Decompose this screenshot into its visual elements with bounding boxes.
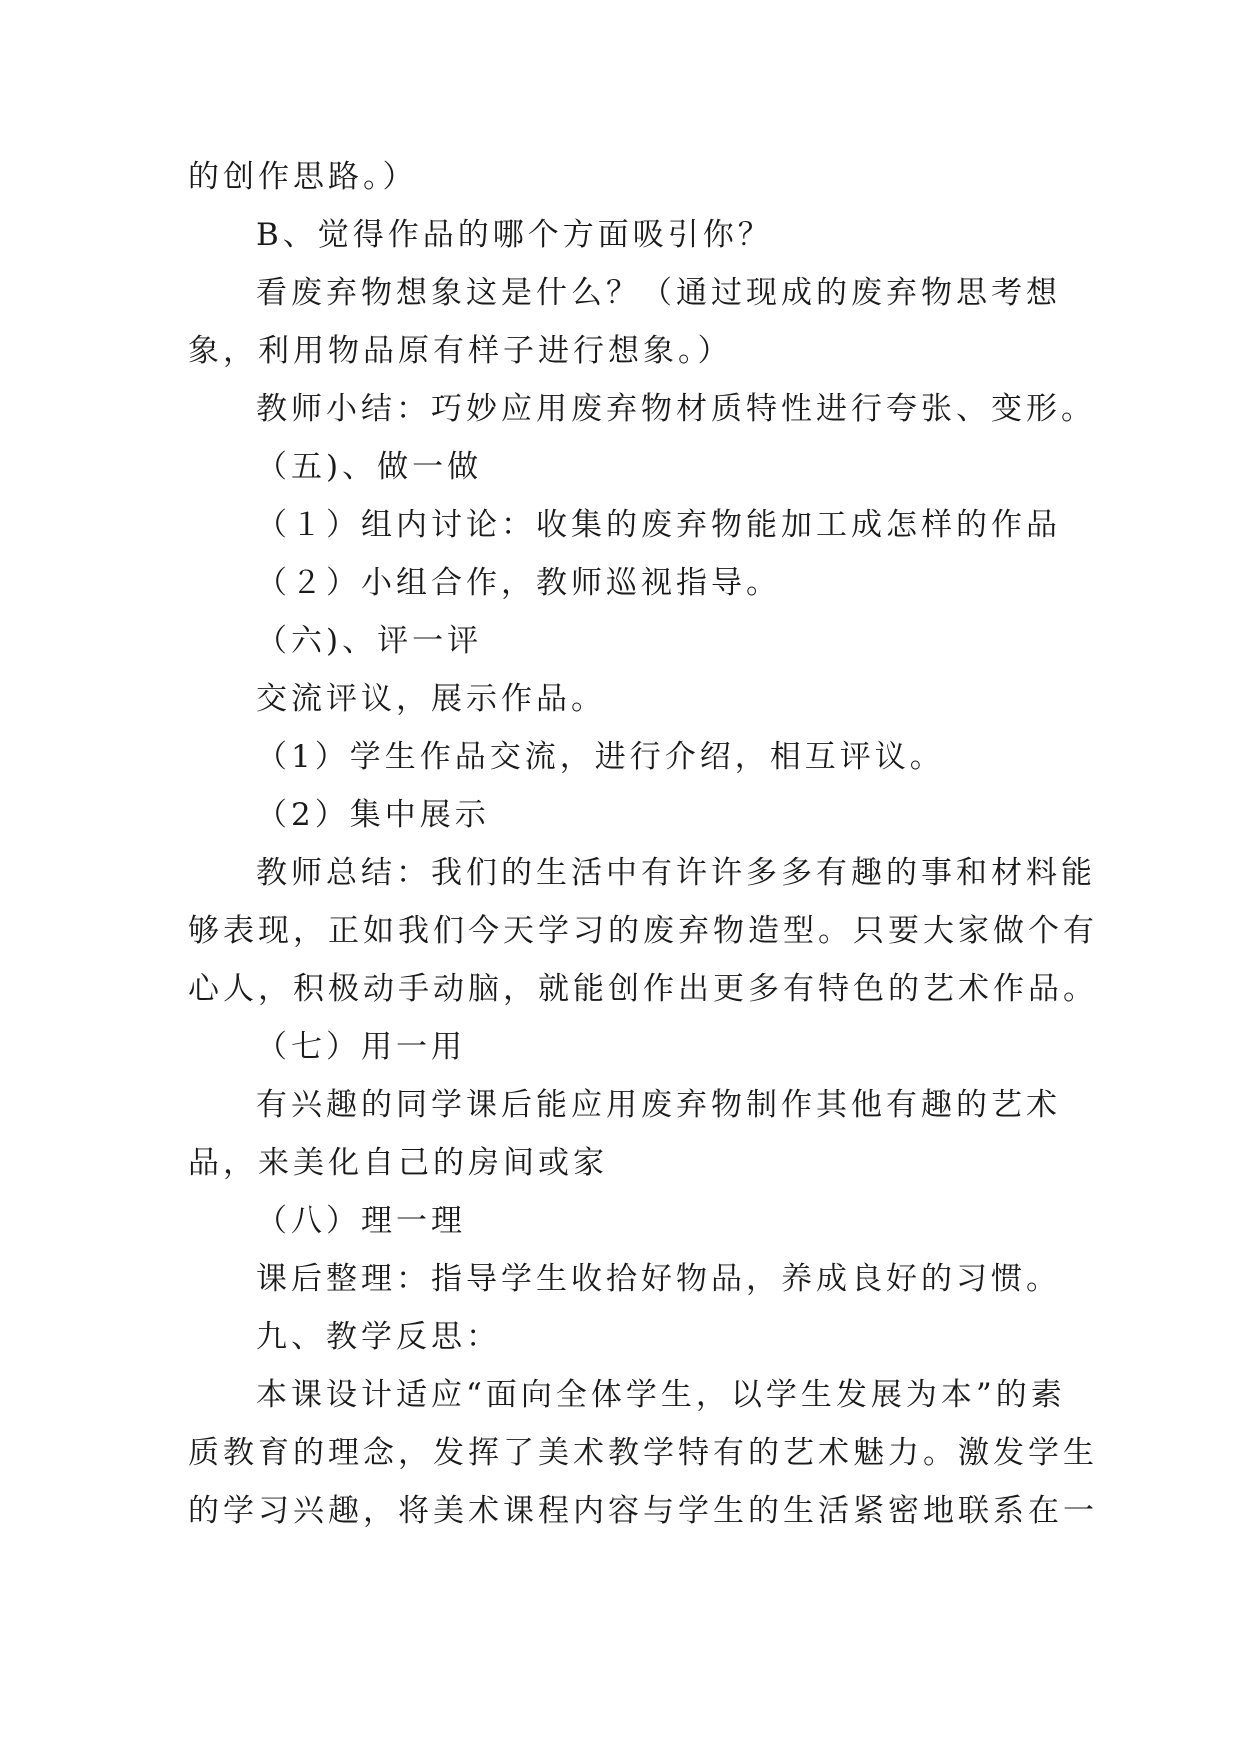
text-line: 品，来美化自己的房间或家 bbox=[188, 1145, 608, 1181]
text-line: 交流评议，展示作品。 bbox=[256, 681, 606, 717]
text-line: 教师总结：我们的生活中有许许多多有趣的事和材料能 bbox=[256, 855, 1096, 891]
text-line: 看废弃物想象这是什么？（通过现成的废弃物思考想 bbox=[256, 275, 1061, 311]
section-heading: （八）理一理 bbox=[256, 1203, 466, 1239]
text-line: （1）学生作品交流，进行介绍，相互评议。 bbox=[256, 739, 945, 775]
text-line: 的创作思路。） bbox=[188, 159, 418, 195]
text-line: （2）集中展示 bbox=[256, 797, 490, 833]
text-line: 课后整理：指导学生收拾好物品，养成良好的习惯。 bbox=[256, 1261, 1061, 1297]
text-line: 教师小结：巧妙应用废弃物材质特性进行夸张、变形。 bbox=[256, 391, 1096, 427]
text-line: 的学习兴趣，将美术课程内容与学生的生活紧密地联系在一 bbox=[188, 1493, 1098, 1529]
text-line: 有兴趣的同学课后能应用废弃物制作其他有趣的艺术 bbox=[256, 1087, 1061, 1123]
section-heading: （五)、做一做 bbox=[256, 449, 483, 485]
text-line: （１）组内讨论：收集的废弃物能加工成怎样的作品 bbox=[256, 507, 1061, 543]
section-heading: （六)、评一评 bbox=[256, 623, 483, 659]
text-line: B、觉得作品的哪个方面吸引你？ bbox=[256, 217, 773, 253]
text-line: 心人，积极动手动脑，就能创作出更多有特色的艺术作品。 bbox=[188, 971, 1098, 1007]
text-line: 够表现，正如我们今天学习的废弃物造型。只要大家做个有 bbox=[188, 913, 1098, 949]
section-heading: 九、教学反思： bbox=[256, 1319, 501, 1355]
text-line: 象，利用物品原有样子进行想象。） bbox=[188, 333, 733, 369]
text-line: 本课设计适应“面向全体学生，以学生发展为本”的素 bbox=[256, 1377, 1066, 1413]
section-heading: （七）用一用 bbox=[256, 1029, 466, 1065]
text-line: （２）小组合作，教师巡视指导。 bbox=[256, 565, 781, 601]
text-line: 质教育的理念，发挥了美术教学特有的艺术魅力。激发学生 bbox=[188, 1435, 1098, 1471]
